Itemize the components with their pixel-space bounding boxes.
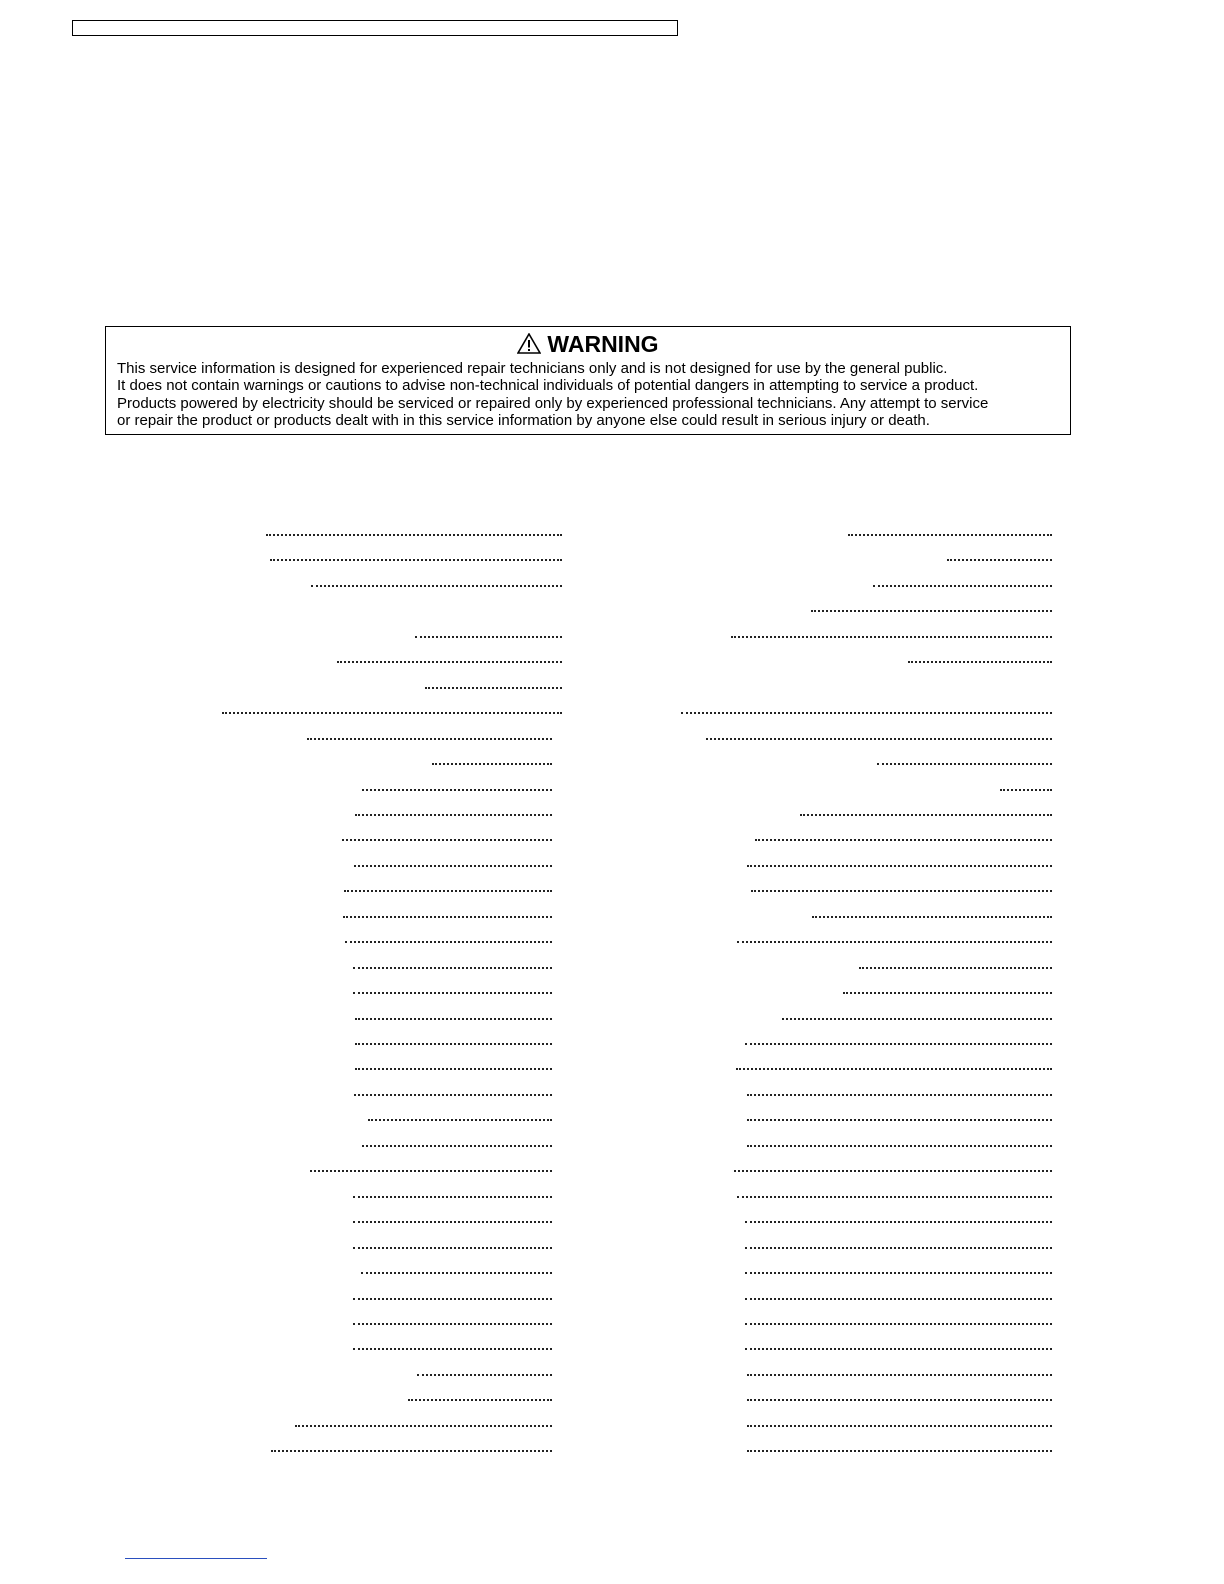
toc-leader-dots — [706, 738, 1052, 740]
toc-leader-dots — [1000, 789, 1052, 791]
toc-leader-dots — [736, 1068, 1052, 1070]
toc-leader-dots — [747, 1094, 1052, 1096]
warning-line: This service information is designed for experienced repair technicians only and is not designed for use by the general public. — [117, 360, 948, 377]
toc-leader-dots — [811, 610, 1052, 612]
toc-leader-dots — [681, 712, 1052, 714]
toc-leader-dots — [747, 1374, 1052, 1376]
warning-line: Products powered by electricity should be serviced or repaired only by experienced professional technicians. Any attempt to service — [117, 394, 989, 412]
toc-leader-dots — [747, 1425, 1052, 1427]
toc-leader-dots — [877, 763, 1052, 765]
toc-leader-dots — [859, 967, 1052, 969]
toc-leader-dots — [812, 916, 1052, 918]
warning-line: or repair the product or products dealt with in this service information by anyone else could result in serious injury or death. — [117, 411, 930, 429]
toc-leader-dots — [747, 1399, 1052, 1401]
toc-leader-dots — [731, 636, 1052, 638]
toc-leader-dots — [751, 890, 1052, 892]
warning-title-text: WARNING — [547, 331, 659, 357]
toc-leader-dots — [745, 1221, 1052, 1223]
toc-leader-dots — [745, 1323, 1052, 1325]
toc-leader-dots — [800, 814, 1052, 816]
toc-leader-dots — [734, 1170, 1052, 1172]
toc-leader-dots — [737, 941, 1052, 943]
toc-leader-dots — [747, 1450, 1052, 1452]
toc-leader-dots — [745, 1298, 1052, 1300]
toc-leader-dots — [747, 865, 1052, 867]
toc-leader-dots — [947, 559, 1052, 561]
toc-leader-dots — [908, 661, 1052, 663]
toc-leader-dots — [843, 992, 1052, 994]
toc-leader-dots — [873, 585, 1052, 587]
footer-link-underline[interactable] — [125, 1558, 267, 1559]
toc-leader-dots — [745, 1348, 1052, 1350]
toc-leader-dots — [848, 534, 1052, 536]
warning-line: It does not contain warnings or cautions to advise non-technical individuals of potential dangers in attempting to service a product. — [117, 377, 979, 395]
toc-leader-dots — [782, 1018, 1052, 1020]
toc-leader-dots — [755, 839, 1052, 841]
toc-leader-dots — [737, 1196, 1052, 1198]
toc-leader-dots — [745, 1043, 1052, 1045]
toc-leader-dots — [745, 1247, 1052, 1249]
toc-leader-dots — [745, 1272, 1052, 1274]
toc-leader-dots — [747, 1145, 1052, 1147]
toc-leader-dots — [747, 1119, 1052, 1121]
